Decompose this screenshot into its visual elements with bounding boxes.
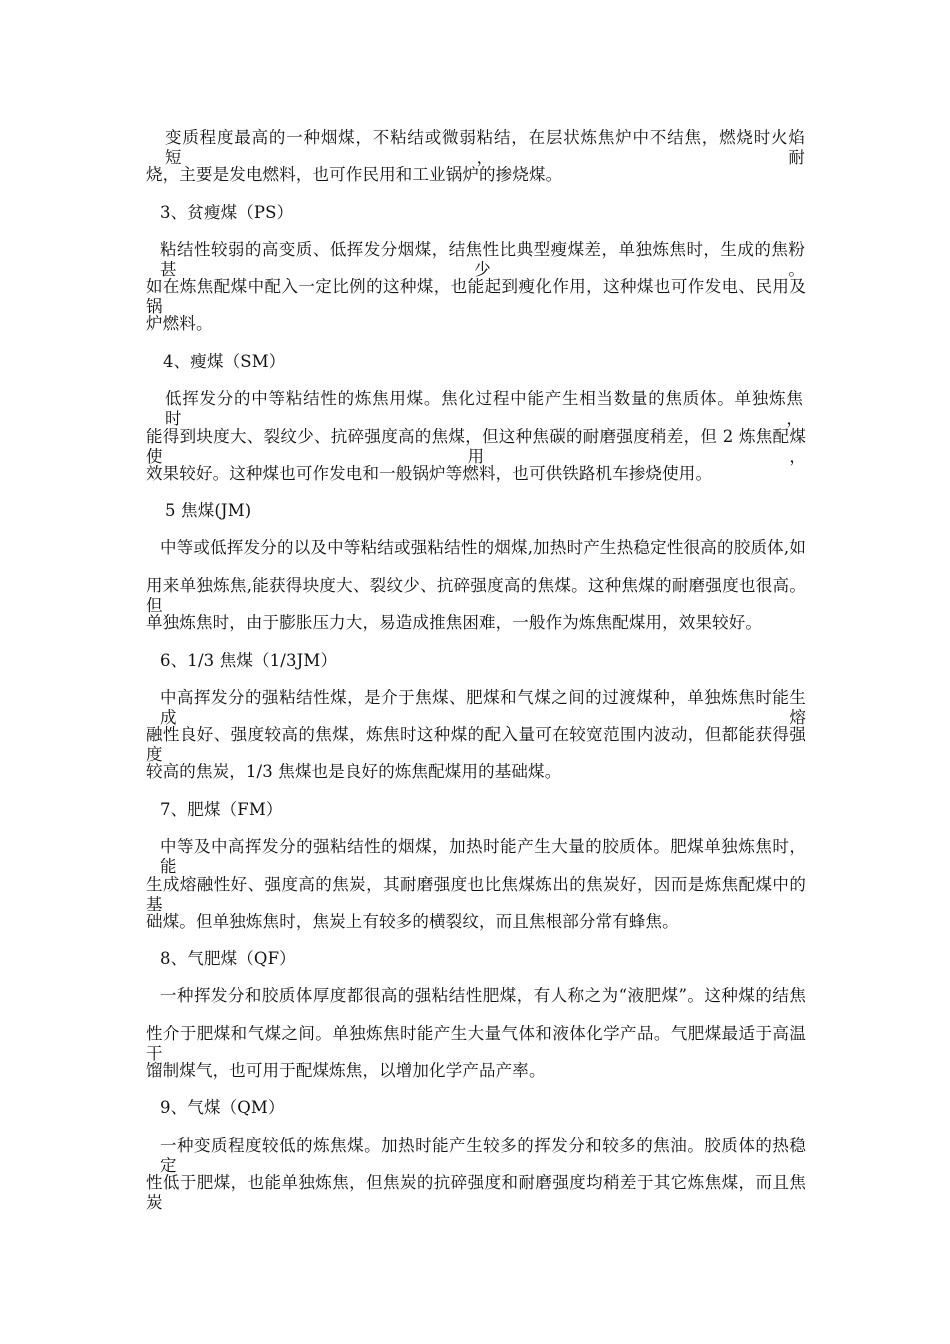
text-line: 一种变质程度较低的炼焦煤。加热时能产生较多的挥发分和较多的焦油。胶质体的热稳定 xyxy=(160,1136,806,1175)
text-line: 较高的焦炭，1/3 焦煤也是良好的炼焦配煤用的基础煤。 xyxy=(146,762,562,781)
text-line: 馏制煤气，也可用于配煤炼焦，以增加化学产品产率。 xyxy=(146,1061,546,1080)
text-line: 效果较好。这种煤也可作发电和一般锅炉等燃料，也可供铁路机车掺烧使用。 xyxy=(146,464,713,483)
section-heading-8: 8、气肥煤（QF） xyxy=(160,949,296,968)
section-heading-9: 9、气煤（QM） xyxy=(160,1098,285,1117)
section-heading-7: 7、肥煤（FM） xyxy=(160,800,283,819)
section-heading-4: 4、瘦煤（SM） xyxy=(163,352,286,371)
text-line: 低挥发分的中等粘结性的炼焦用煤。焦化过程中能产生相当数量的焦质体。单独炼焦时， xyxy=(165,389,803,428)
text-line: 中等或低挥发分的以及中等粘结或强粘结性的烟煤,加热时产生热稳定性很高的胶质体,如 xyxy=(160,538,806,557)
text-line: 础煤。但单独炼焦时，焦炭上有较多的横裂纹，而且焦根部分常有蜂焦。 xyxy=(146,912,679,931)
text-line: 性介于肥煤和气煤之间。单独炼焦时能产生大量气体和液体化学产品。气肥煤最适于高温干 xyxy=(146,1024,806,1063)
text-line: 一种挥发分和胶质体厚度都很高的强粘结性肥煤，有人称之为“液肥煤”。这种煤的结焦 xyxy=(160,986,806,1005)
text-line: 烧，主要是发电燃料，也可作民用和工业锅炉的掺烧煤。 xyxy=(146,165,563,184)
text-line: 融性良好、强度较高的焦煤，炼焦时这种煤的配入量可在较宽范围内波动，但都能获得强度 xyxy=(146,725,806,764)
text-line: 中等及中高挥发分的强粘结性的烟煤，加热时能产生大量的胶质体。肥煤单独炼焦时，能 xyxy=(160,837,806,876)
text-line: 用来单独炼焦,能获得块度大、裂纹少、抗碎强度高的焦煤。这种焦煤的耐磨强度也很高。但 xyxy=(146,576,806,615)
section-heading-3: 3、贫瘦煤（PS） xyxy=(160,203,294,222)
section-heading-6: 6、1/3 焦煤（1/3JM） xyxy=(160,651,338,670)
text-line: 粘结性较弱的高变质、低挥发分烟煤，结焦性比典型瘦煤差，单独炼焦时，生成的焦粉甚少。 xyxy=(160,240,805,279)
text-line: 炉燃料。 xyxy=(146,314,213,333)
text-line: 性低于肥煤，也能单独炼焦，但焦炭的抗碎强度和耐磨强度均稍差于其它炼焦煤，而且焦炭 xyxy=(146,1173,806,1212)
text-line: 能得到块度大、裂纹少、抗碎强度高的焦煤，但这种焦碳的耐磨强度稍差，但 2 炼焦配煤使用， xyxy=(146,427,806,466)
section-heading-5: 5 焦煤(JM) xyxy=(165,501,252,520)
text-line: 生成熔融性好、强度高的焦炭，其耐磨强度也比焦煤炼出的焦炭好，因而是炼焦配煤中的基 xyxy=(146,875,806,914)
text-line: 单独炼焦时，由于膨胀压力大，易造成推焦困难，一般作为炼焦配煤用，效果较好。 xyxy=(146,613,763,632)
text-line: 变质程度最高的一种烟煤，不粘结或微弱粘结，在层状炼焦炉中不结焦，燃烧时火焰短，耐 xyxy=(165,128,805,167)
text-line: 如在炼焦配煤中配入一定比例的这种煤，也能起到瘦化作用，这种煤也可作发电、民用及锅 xyxy=(146,277,806,316)
text-line: 中高挥发分的强粘结性煤，是介于焦煤、肥煤和气煤之间的过渡煤种，单独炼焦时能生成熔 xyxy=(160,688,806,727)
